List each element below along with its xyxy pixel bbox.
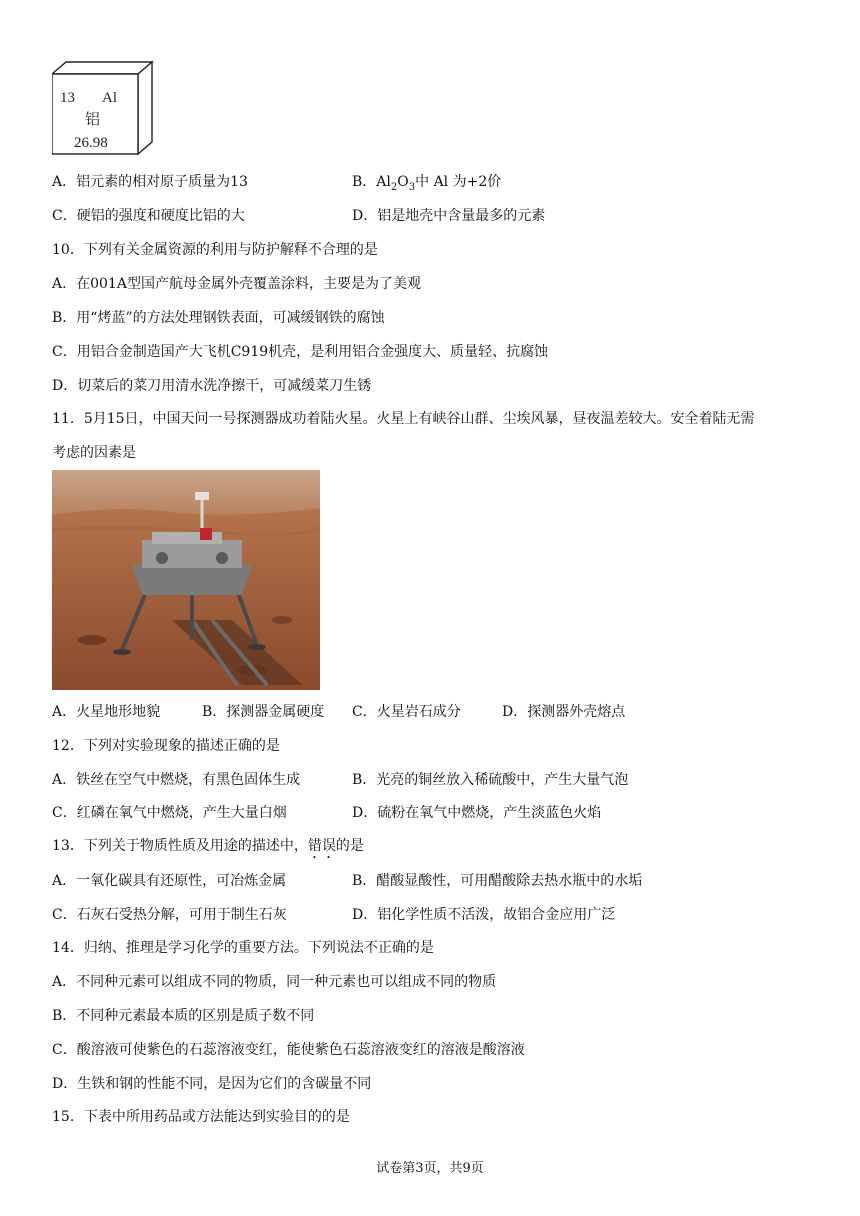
q14-stem: 14．归纳、推理是学习化学的重要方法。下列说法不正确的是 [52, 940, 434, 956]
q9-sub-1: 2 [390, 181, 398, 193]
q13-stem-post: 的是 [335, 838, 364, 854]
atomic-mass: 26.98 [74, 135, 108, 151]
q9-option-c: C．硬铝的强度和硬度比铝的大 [52, 208, 245, 224]
q13-stem-emphasis: 错误 [307, 838, 336, 854]
atomic-number: 13 [60, 90, 75, 106]
q10-option-a: A．在001A型国产航母金属外壳覆盖涂料，主要是为了美观 [52, 276, 421, 292]
q12-stem: 12．下列对实验现象的描述正确的是 [52, 738, 280, 754]
q11-option-d: D．探测器外壳熔点 [502, 704, 626, 720]
q13-stem-pre: 13．下列关于物质性质及用途的描述中， [52, 838, 308, 854]
q9-option-d: D．铝是地壳中含量最多的元素 [352, 208, 546, 224]
q12-option-b: B．光亮的铜丝放入稀硫酸中，产生大量气泡 [352, 772, 629, 788]
q14-option-b: B．不同种元素最本质的区别是质子数不同 [52, 1008, 315, 1024]
q11-stem-line-2: 考虑的因素是 [52, 445, 136, 461]
mars-lander-photo [52, 470, 320, 690]
q13-option-b: B．醋酸显酸性，可用醋酸除去热水瓶中的水垢 [352, 873, 643, 889]
element-symbol: Al [102, 90, 117, 106]
q15-stem: 15．下表中所用药品或方法能达到实验目的的是 [52, 1109, 350, 1125]
q9-sub-2: 3 [408, 181, 416, 193]
q10-option-d: D．切菜后的菜刀用清水洗净擦干，可减缓菜刀生锈 [52, 378, 372, 394]
aluminum-element-card [52, 60, 154, 160]
q11-option-c: C．火星岩石成分 [352, 704, 461, 720]
q9-option-a: A．铝元素的相对原子质量为13 [52, 174, 248, 190]
q10-option-b: B．用“烤蓝”的方法处理钢铁表面，可减缓钢铁的腐蚀 [52, 310, 385, 326]
q14-option-d: D．生铁和钢的性能不同，是因为它们的含碳量不同 [52, 1076, 372, 1092]
q9-option-b [352, 172, 501, 198]
q14-option-a: A．不同种元素可以组成不同的物质，同一种元素也可以组成不同的物质 [52, 974, 497, 990]
q13-option-d: D．铝化学性质不活泼，故铝合金应用广泛 [352, 907, 616, 923]
q14-option-c: C．酸溶液可使紫色的石蕊溶液变红，能使紫色石蕊溶液变红的溶液是酸溶液 [52, 1042, 525, 1058]
q12-option-d: D．硫粉在氧气中燃烧，产生淡蓝色火焰 [352, 805, 602, 821]
q13-option-a: A．一氧化碳具有还原性，可冶炼金属 [52, 873, 287, 889]
q10-option-c: C．用铝合金制造国产大飞机C919机壳，是利用铝合金强度大、质量轻、抗腐蚀 [52, 344, 549, 360]
page-footer: 试卷第3页，共9页 [376, 1161, 484, 1176]
q9-option-b-mid: O [397, 174, 409, 190]
q9-option-b-post: 中 Al 为+2价 [415, 174, 502, 190]
q12-option-c: C．红磷在氧气中燃烧，产生大量白烟 [52, 805, 287, 821]
q9-option-b-pre: B．Al [352, 174, 391, 190]
q12-option-a: A．铁丝在空气中燃烧，有黑色固体生成 [52, 772, 301, 788]
q11-option-b: B．探测器金属硬度 [202, 704, 325, 720]
q11-option-a: A．火星地形地貌 [52, 704, 161, 720]
element-name: 铝 [85, 110, 101, 128]
q11-stem-line-1: 11．5月15日，中国天问一号探测器成功着陆火星。火星上有峡谷山群、尘埃风暴，昼夜温差较大。安全着陆无需 [52, 411, 755, 427]
q13-stem [52, 836, 364, 862]
q10-stem: 10．下列有关金属资源的利用与防护解释不合理的是 [52, 242, 378, 258]
q13-option-c: C．石灰石受热分解，可用于制生石灰 [52, 907, 287, 923]
